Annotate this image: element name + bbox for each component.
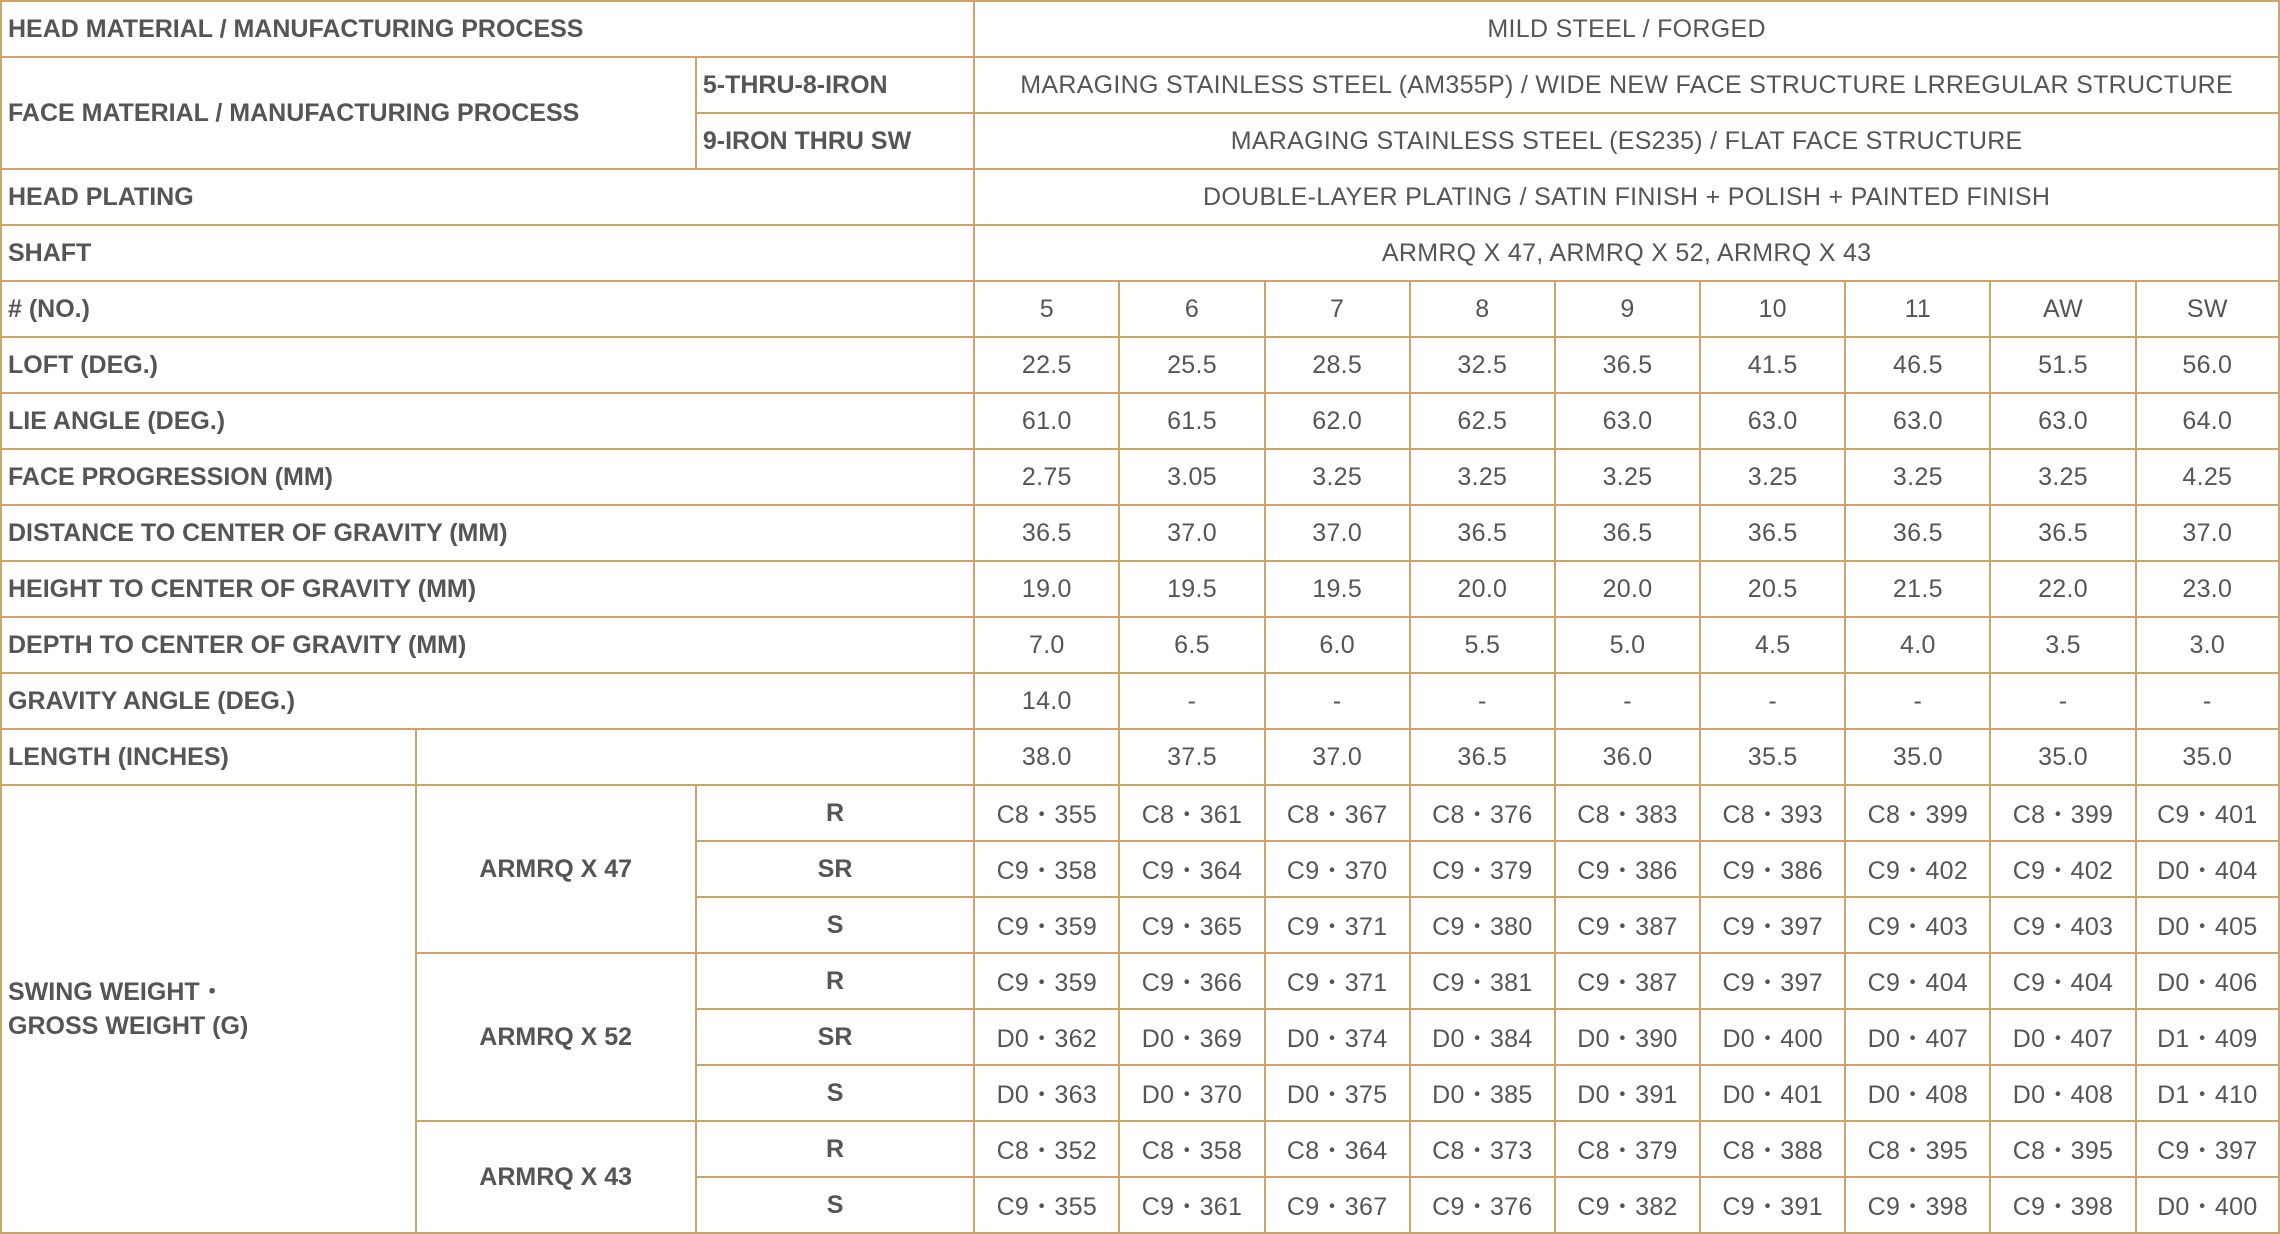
value-cell: 23.0	[2136, 561, 2279, 617]
value-cell: D0・401	[1700, 1065, 1845, 1121]
flex-label: S	[696, 1177, 974, 1233]
value-cell: D0・407	[1990, 1009, 2135, 1065]
value-cell: 36.5	[1845, 505, 1990, 561]
value-cell: C9・387	[1555, 953, 1700, 1009]
value-cell: 20.0	[1410, 561, 1555, 617]
value-cell: C9・367	[1265, 1177, 1410, 1233]
value-cell: C9・381	[1410, 953, 1555, 1009]
value-cell: C9・386	[1700, 841, 1845, 897]
value-cell: 36.5	[1555, 505, 1700, 561]
value-cell: C9・361	[1119, 1177, 1264, 1233]
value-cell: 22.5	[974, 337, 1119, 393]
value-cell: D1・409	[2136, 1009, 2279, 1065]
value-cell: -	[1119, 673, 1264, 729]
spec-label: HEIGHT TO CENTER OF GRAVITY (MM)	[1, 561, 974, 617]
value-cell: C9・402	[1990, 841, 2135, 897]
value-cell: C9・359	[974, 953, 1119, 1009]
value-cell: -	[1700, 673, 1845, 729]
value-cell: C9・404	[1990, 953, 2135, 1009]
flex-label: R	[696, 953, 974, 1009]
value-cell: D0・363	[974, 1065, 1119, 1121]
value-cell: 28.5	[1265, 337, 1410, 393]
value-cell: C9・364	[1119, 841, 1264, 897]
value-cell: 20.5	[1700, 561, 1845, 617]
value-cell: C9・370	[1265, 841, 1410, 897]
value-cell: 6.5	[1119, 617, 1264, 673]
value-cell: 56.0	[2136, 337, 2279, 393]
value-cell: 37.0	[1265, 505, 1410, 561]
value-cell: C8・376	[1410, 785, 1555, 841]
flex-label: R	[696, 785, 974, 841]
value-cell: C8・361	[1119, 785, 1264, 841]
value-cell: 37.0	[2136, 505, 2279, 561]
value-cell: 63.0	[1700, 393, 1845, 449]
value-cell: D0・400	[1700, 1009, 1845, 1065]
value-cell: C9・380	[1410, 897, 1555, 953]
value-cell: -	[1555, 673, 1700, 729]
value-cell: 3.05	[1119, 449, 1264, 505]
value-cell: D0・370	[1119, 1065, 1264, 1121]
value-cell: 25.5	[1119, 337, 1264, 393]
value-cell: C9・404	[1845, 953, 1990, 1009]
value-cell: C9・402	[1845, 841, 1990, 897]
value-cell: 19.5	[1119, 561, 1264, 617]
value-cell: 62.5	[1410, 393, 1555, 449]
value-cell: -	[1265, 673, 1410, 729]
spec-label: LIE ANGLE (DEG.)	[1, 393, 974, 449]
head-plating-label: HEAD PLATING	[1, 169, 974, 225]
value-cell: C8・395	[1990, 1121, 2135, 1177]
length-label: LENGTH (INCHES)	[1, 729, 416, 785]
value-cell: D0・374	[1265, 1009, 1410, 1065]
spec-row	[1, 337, 2279, 393]
face-material-value: MARAGING STAINLESS STEEL (ES235) / FLAT FACE STRUCTURE	[974, 113, 2279, 169]
value-cell: AW	[1990, 281, 2135, 337]
value-cell: D0・369	[1119, 1009, 1264, 1065]
value-cell: C9・398	[1990, 1177, 2135, 1233]
value-cell: C9・355	[974, 1177, 1119, 1233]
value-cell: C8・367	[1265, 785, 1410, 841]
value-cell: 10	[1700, 281, 1845, 337]
value-cell: 3.25	[1700, 449, 1845, 505]
value-cell: C9・366	[1119, 953, 1264, 1009]
value-cell: 37.0	[1265, 729, 1410, 785]
value-cell: C9・371	[1265, 897, 1410, 953]
value-cell: D0・385	[1410, 1065, 1555, 1121]
value-cell: 5.5	[1410, 617, 1555, 673]
value-cell: 46.5	[1845, 337, 1990, 393]
flex-label: S	[696, 1065, 974, 1121]
value-cell: 63.0	[1990, 393, 2135, 449]
head-material-row	[1, 1, 2279, 57]
value-cell: 20.0	[1555, 561, 1700, 617]
value-cell: 64.0	[2136, 393, 2279, 449]
value-cell: C9・397	[1700, 897, 1845, 953]
shaft-label: SHAFT	[1, 225, 974, 281]
value-cell: 35.5	[1700, 729, 1845, 785]
value-cell: D0・404	[2136, 841, 2279, 897]
value-cell: 37.0	[1119, 505, 1264, 561]
value-cell: 61.0	[974, 393, 1119, 449]
flex-label: SR	[696, 1009, 974, 1065]
shaft-name: ARMRQ X 52	[416, 953, 696, 1121]
value-cell: 4.5	[1700, 617, 1845, 673]
value-cell: D0・384	[1410, 1009, 1555, 1065]
value-cell: 36.5	[1555, 337, 1700, 393]
value-cell: 36.5	[1410, 505, 1555, 561]
length-blank-cell	[416, 729, 975, 785]
value-cell: D0・407	[1845, 1009, 1990, 1065]
swing-weight-label-line1: SWING WEIGHT・	[8, 978, 225, 1006]
value-cell: C8・399	[1845, 785, 1990, 841]
value-cell: C9・401	[2136, 785, 2279, 841]
value-cell: 22.0	[1990, 561, 2135, 617]
value-cell: 35.0	[1845, 729, 1990, 785]
spec-label: DISTANCE TO CENTER OF GRAVITY (MM)	[1, 505, 974, 561]
value-cell: C9・403	[1990, 897, 2135, 953]
value-cell: C8・373	[1410, 1121, 1555, 1177]
head-plating-value: DOUBLE-LAYER PLATING / SATIN FINISH + POLISH + PAINTED FINISH	[974, 169, 2279, 225]
value-cell: D0・408	[1845, 1065, 1990, 1121]
club-number-label: # (NO.)	[1, 281, 974, 337]
spec-row	[1, 505, 2279, 561]
value-cell: 35.0	[2136, 729, 2279, 785]
value-cell: 11	[1845, 281, 1990, 337]
face-material-value: MARAGING STAINLESS STEEL (AM355P) / WIDE NEW FACE STRUCTURE LRREGULAR STRUCTURE	[974, 57, 2279, 113]
spec-row	[1, 393, 2279, 449]
value-cell: C9・403	[1845, 897, 1990, 953]
flex-label: S	[696, 897, 974, 953]
value-cell: 3.25	[1555, 449, 1700, 505]
face-range-label: 5-THRU-8-IRON	[696, 57, 974, 113]
spec-label: GRAVITY ANGLE (DEG.)	[1, 673, 974, 729]
head-material-label: HEAD MATERIAL / MANUFACTURING PROCESS	[1, 1, 974, 57]
value-cell: 7	[1265, 281, 1410, 337]
value-cell: C8・399	[1990, 785, 2135, 841]
value-cell: C9・391	[1700, 1177, 1845, 1233]
value-cell: -	[1410, 673, 1555, 729]
spec-label: LOFT (DEG.)	[1, 337, 974, 393]
value-cell: 41.5	[1700, 337, 1845, 393]
spec-row	[1, 617, 2279, 673]
value-cell: 3.5	[1990, 617, 2135, 673]
value-cell: 5.0	[1555, 617, 1700, 673]
value-cell: C9・397	[2136, 1121, 2279, 1177]
spec-row	[1, 449, 2279, 505]
value-cell: C8・395	[1845, 1121, 1990, 1177]
value-cell: 51.5	[1990, 337, 2135, 393]
spec-row	[1, 673, 2279, 729]
value-cell: C9・379	[1410, 841, 1555, 897]
value-cell: C8・379	[1555, 1121, 1700, 1177]
spec-label: FACE PROGRESSION (MM)	[1, 449, 974, 505]
value-cell: C9・386	[1555, 841, 1700, 897]
shaft-row	[1, 225, 2279, 281]
value-cell: 6	[1119, 281, 1264, 337]
value-cell: C9・382	[1555, 1177, 1700, 1233]
value-cell: 14.0	[974, 673, 1119, 729]
value-cell: 32.5	[1410, 337, 1555, 393]
value-cell: D0・362	[974, 1009, 1119, 1065]
value-cell: C8・358	[1119, 1121, 1264, 1177]
value-cell: C8・355	[974, 785, 1119, 841]
value-cell: 35.0	[1990, 729, 2135, 785]
value-cell: 4.25	[2136, 449, 2279, 505]
value-cell: C9・376	[1410, 1177, 1555, 1233]
spec-row	[1, 561, 2279, 617]
swing-weight-label-line2: GROSS WEIGHT (G)	[8, 1012, 249, 1040]
value-cell: C9・358	[974, 841, 1119, 897]
value-cell: 36.5	[1700, 505, 1845, 561]
value-cell: 63.0	[1845, 393, 1990, 449]
value-cell: C8・352	[974, 1121, 1119, 1177]
value-cell: 3.0	[2136, 617, 2279, 673]
value-cell: 3.25	[1265, 449, 1410, 505]
value-cell: D0・400	[2136, 1177, 2279, 1233]
flex-label: SR	[696, 841, 974, 897]
value-cell: D0・405	[2136, 897, 2279, 953]
value-cell: 36.5	[974, 505, 1119, 561]
value-cell: 6.0	[1265, 617, 1410, 673]
value-cell: C8・364	[1265, 1121, 1410, 1177]
value-cell: C9・371	[1265, 953, 1410, 1009]
face-material-label: FACE MATERIAL / MANUFACTURING PROCESS	[1, 57, 696, 169]
value-cell: 38.0	[974, 729, 1119, 785]
face-range-label: 9-IRON THRU SW	[696, 113, 974, 169]
spec-label: DEPTH TO CENTER OF GRAVITY (MM)	[1, 617, 974, 673]
value-cell: 36.5	[1990, 505, 2135, 561]
value-cell: -	[1990, 673, 2135, 729]
value-cell: C9・398	[1845, 1177, 1990, 1233]
value-cell: C8・383	[1555, 785, 1700, 841]
value-cell: SW	[2136, 281, 2279, 337]
value-cell: 5	[974, 281, 1119, 337]
weight-row	[1, 785, 2279, 841]
swing-weight-label	[1, 785, 416, 1233]
value-cell: D0・406	[2136, 953, 2279, 1009]
value-cell: 3.25	[1845, 449, 1990, 505]
value-cell: D0・375	[1265, 1065, 1410, 1121]
length-row	[1, 729, 2279, 785]
flex-label: R	[696, 1121, 974, 1177]
value-cell: 61.5	[1119, 393, 1264, 449]
value-cell: 21.5	[1845, 561, 1990, 617]
shaft-value: ARMRQ X 47, ARMRQ X 52, ARMRQ X 43	[974, 225, 2279, 281]
value-cell: 36.0	[1555, 729, 1700, 785]
shaft-name: ARMRQ X 43	[416, 1121, 696, 1233]
value-cell: C8・388	[1700, 1121, 1845, 1177]
value-cell: 37.5	[1119, 729, 1264, 785]
value-cell: 19.5	[1265, 561, 1410, 617]
value-cell: 63.0	[1555, 393, 1700, 449]
spec-table-body	[1, 1, 2279, 1233]
value-cell: 7.0	[974, 617, 1119, 673]
value-cell: 9	[1555, 281, 1700, 337]
shaft-name: ARMRQ X 47	[416, 785, 696, 953]
club-number-row	[1, 281, 2279, 337]
value-cell: -	[1845, 673, 1990, 729]
value-cell: 36.5	[1410, 729, 1555, 785]
value-cell: C9・397	[1700, 953, 1845, 1009]
value-cell: 8	[1410, 281, 1555, 337]
value-cell: D0・408	[1990, 1065, 2135, 1121]
value-cell: C9・359	[974, 897, 1119, 953]
head-material-value: MILD STEEL / FORGED	[974, 1, 2279, 57]
value-cell: 3.25	[1410, 449, 1555, 505]
value-cell: 62.0	[1265, 393, 1410, 449]
head-plating-row	[1, 169, 2279, 225]
value-cell: D0・391	[1555, 1065, 1700, 1121]
value-cell: C8・393	[1700, 785, 1845, 841]
value-cell: C9・387	[1555, 897, 1700, 953]
value-cell: D0・390	[1555, 1009, 1700, 1065]
value-cell: D1・410	[2136, 1065, 2279, 1121]
value-cell: C9・365	[1119, 897, 1264, 953]
value-cell: 4.0	[1845, 617, 1990, 673]
value-cell: 19.0	[974, 561, 1119, 617]
value-cell: 3.25	[1990, 449, 2135, 505]
face-material-row	[1, 57, 2279, 113]
value-cell: -	[2136, 673, 2279, 729]
value-cell: 2.75	[974, 449, 1119, 505]
